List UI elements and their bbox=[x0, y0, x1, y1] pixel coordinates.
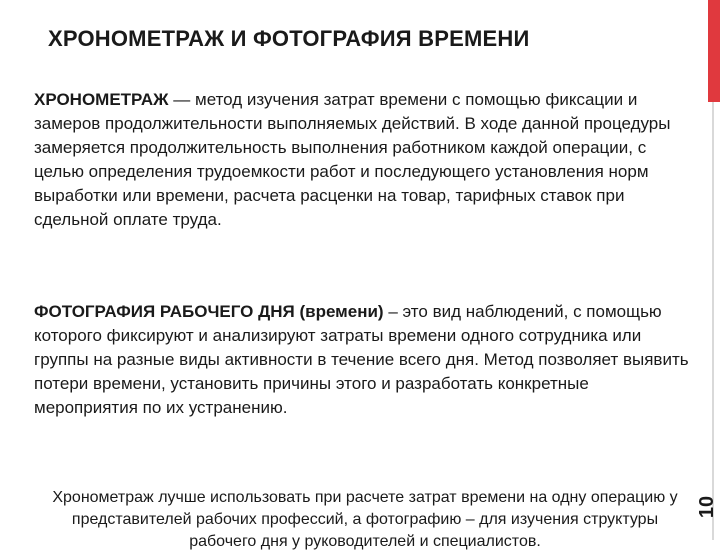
slide-number: 10 bbox=[696, 495, 718, 519]
term-chronometry: ХРОНОМЕТРАЖ bbox=[34, 90, 169, 109]
term-workday-photo: ФОТОГРАФИЯ РАБОЧЕГО ДНЯ (времени) bbox=[34, 302, 384, 321]
slide-title: ХРОНОМЕТРАЖ И ФОТОГРАФИЯ ВРЕМЕНИ bbox=[48, 26, 530, 51]
usage-note: Хронометраж лучше использовать при расчете затрат времени на одну операцию у представителей рабочих профессий, а фотографию – для изучения структуры рабочего дня у руководителей и специалистов. bbox=[52, 489, 678, 550]
definition-workday-photo bbox=[34, 300, 694, 420]
definition-chronometry bbox=[34, 88, 694, 232]
side-divider bbox=[712, 102, 714, 540]
accent-bar bbox=[708, 0, 720, 102]
definition-workday-photo-text: – это вид наблюдений, с помощью которого фиксируют и анализируют затраты времени одного сотрудника или группы на разные виды активности в течение всего дня. Метод позволяет выявить потери времени, установить причины этого и разработать конкретные мероприятия по их устранению. bbox=[34, 302, 689, 417]
definition-chronometry-text: — метод изучения затрат времени с помощью фиксации и замеров продолжительности выполняемых действий. В ходе данной процедуры замеряется продолжительность выполнения работником каждой операции, с целью определения трудоемкости работ и последующего установления норм выработки или времени, расчета расценки на товар, тарифных ставок при сдельной оплате труда. bbox=[34, 90, 671, 229]
